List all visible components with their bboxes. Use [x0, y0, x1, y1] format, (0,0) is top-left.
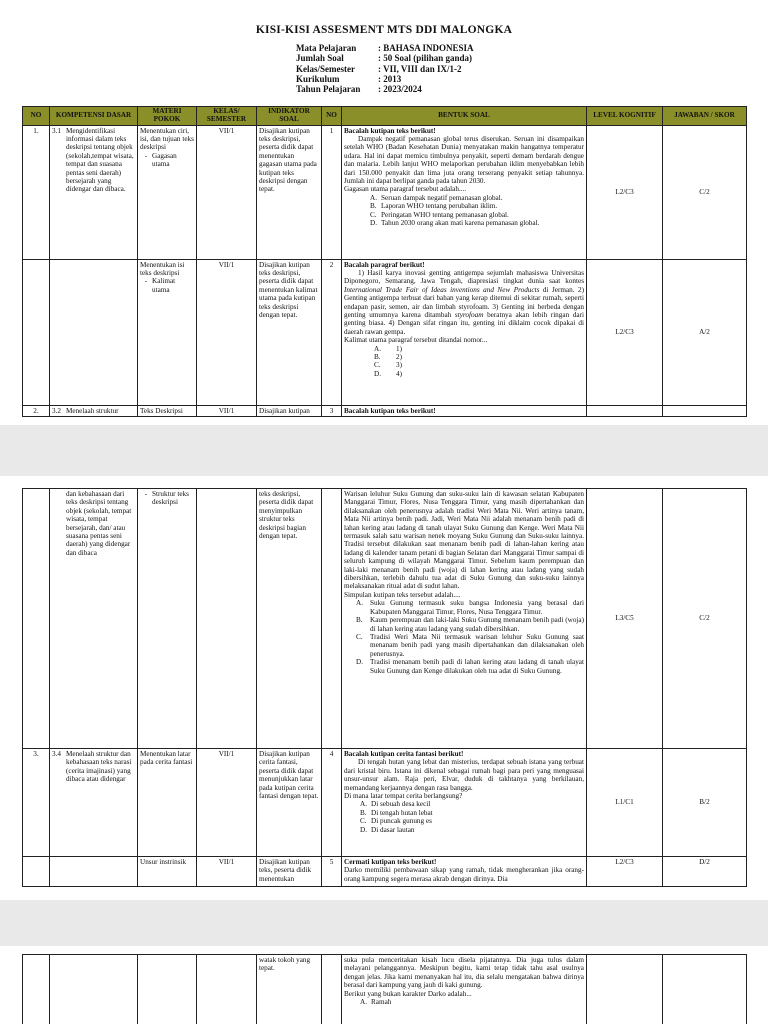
- answer-options: [344, 194, 584, 228]
- option: A. 1): [374, 344, 402, 353]
- kelas-cell: [197, 955, 257, 1024]
- header-bentuk: BENTUK SOAL: [342, 107, 587, 126]
- indikator-cell: Disajikan kutipan cerita fantasi, peserta didik dapat menunjukkan latar pada kutipan cerita fantasi dengan tepat.: [257, 749, 322, 857]
- level-cell: [587, 405, 663, 416]
- jawaban-cell: B/2: [663, 749, 747, 857]
- option: B. Kaum perempuan dan laki-laki Suku Gunung menanam benih padi (woja) di lahan kering atau ladang yang sudah dibersihkan.: [356, 616, 584, 633]
- jawaban-cell: D/2: [663, 857, 747, 887]
- kd-cell: 3.1 Mengidentifikasi informasi dalam teks deskripsi tentang objek (sekolah,tempat wisata, tempat dan suasana pentas seni daerah) bersejarah yang didengar dan dibaca.: [50, 125, 138, 259]
- option: D. Tradisi menanam benih padi di lahan kering atau ladang di tanah ulayat Suku Gunung dan Kenge dilakukan oleh tua adat di Suku Gunung.: [356, 658, 584, 675]
- bentuk-soal-cell: Warisan leluhur Suku Gunung dan suku-suku lain di kawasan selatan Kabupaten Manggarai Timur, Flores, Nusa Tenggara Timur, yang masih dipertahankan dan dilaksanakan oleh penerusnya adalah tradisi Weri Mata Nii. Weri artinya tanam, Mata Nii artinya benih padi. Jadi, Weri Mata Nii adalah menanam benih padi di lahan kering atau ladang di tanah ulayat Suku Gunung dan Kenge. Weri Mata Nii termasuk salah satu warisan nenek moyang Suku Gunung dan Suku-suku lainnya. Tradisi tersebut dilakukan saat menanam benih padi di lahan-lahan kering atau ladang di kalender tanam petani di bagian Selatan dari Manggarai Timur sampai di seluruh kampung di wilayah Manggarai Timur. Sebelum kaum perempuan dan laki-laki menanam benih padi (woja) di lahan kering atau ladang yang sudah dibersihkan, terlebih dahulu tua adat di Suku Gunung dan suku-suku lainnya melaksanakan ritual adat di sudut lahan. Simpulan kutipan teks tersebut adalah.... A. Suku Gunung termasuk suku bangsa Indonesia yang berasal dari Kabupaten Manggarai Timur, Flores, Nusa Tenggara Timur. B. Kaum perempuan dan laki-laki Suku Gunung menanam benih padi (woja) di lahan kering atau ladang yang sudah dibersihkan. C. Tradisi Weri Mata Nii termasuk warisan leluhur Suku Gunung saat menanam benih padi yang masih dipertahankan dan dilaksanakan oleh penerusnya. D. Tradisi menanam benih padi di lahan kering atau ladang di tanah ulayat Suku Gunung dan Kenge dilakukan oleh tua adat di Suku Gunung.: [342, 489, 587, 749]
- kd-cell: [50, 955, 138, 1024]
- option: C. Di puncak gunung es: [360, 817, 432, 826]
- option: D. Tahun 2030 orang akan mati karena pemanasan global.: [370, 219, 540, 228]
- materi-cell: Menentukan latar pada cerita fantasi: [138, 749, 197, 857]
- meta-row: Kelas/Semester : VII, VIII dan IX/1-2: [296, 63, 462, 74]
- kisi-table-page-3: [22, 954, 747, 1024]
- soal-number: [322, 489, 342, 749]
- bentuk-soal-cell: Bacalah kutipan cerita fantasi berikut! Di tengah hutan yang lebat dan misterius, terdapat sebuah istana yang terbuat dari kristal biru. Istana ini dikenal sebagai rumah bagi para peri yang menguasai unsur-unsur alam. Raja peri, Elvar, duduk di takhtanya yang berkilauan, memandang kerjaannya dengan rasa bangga. Di mana latar tempat cerita berlangsung? A. Di sebuah desa kecil B. Di tengah hutan lebat C. Di puncak gunung es D. Di dasar lautan: [342, 749, 587, 857]
- header-level: LEVEL KOGNITIF: [587, 107, 663, 126]
- row-number: [23, 489, 50, 749]
- option: C. Tradisi Weri Mata Nii termasuk warisan leluhur Suku Gunung saat menanam benih padi yang masih dipertahankan dan dilaksanakan oleh penerusnya.: [356, 632, 584, 658]
- answer-options: [344, 800, 584, 834]
- page-2: [0, 476, 768, 900]
- kd-cell: 3.2 Menelaah struktur: [50, 405, 138, 416]
- header-no: NO: [23, 107, 50, 126]
- meta-row: Kurikulum : 2013: [296, 73, 402, 84]
- option: D. 4): [374, 369, 402, 378]
- header-kelas: KELAS/ SEMESTER: [197, 107, 257, 126]
- row-number: [23, 259, 50, 405]
- kd-cell: [50, 259, 138, 405]
- meta-row: Tahun Pelajaran : 2023/2024: [296, 84, 422, 95]
- materi-cell: [138, 955, 197, 1024]
- table-row: [23, 125, 747, 259]
- indikator-cell: Disajikan kutipan teks, peserta didik menentukan: [257, 857, 322, 887]
- header-materi: MATERI POKOK: [138, 107, 197, 126]
- materi-bullet: - Struktur teks deskripsi: [144, 490, 189, 507]
- level-cell: L2/C3: [587, 857, 663, 887]
- option: C. Peringatan WHO tentang pemanasan global.: [370, 210, 509, 219]
- kd-cell: dan kebahasaan dari teks deskripsi tentang objek (sekolah, tempat wisata, tempat bersejarah, dan/ atau suasana pentas seni daerah) yang didengar dan dibaca: [50, 489, 138, 749]
- table-row: [23, 489, 747, 749]
- kisi-table-page-2: [22, 488, 747, 887]
- materi-cell: Menentukan isi teks deskripsi - Kalimat utama: [138, 259, 197, 405]
- soal-number: 3: [322, 405, 342, 416]
- answer-options: [344, 599, 584, 675]
- indikator-cell: Disajikan kutipan teks deskripsi, peserta didik dapat menentukan kalimat utama pada kutipan teks deskripsi dengan tepat.: [257, 259, 322, 405]
- row-number: 3.: [23, 749, 50, 857]
- option: A. Ramah: [360, 998, 392, 1007]
- option: A. Suku Gunung termasuk suku bangsa Indonesia yang berasal dari Kabupaten Manggarai Timur, Flores, Nusa Tenggara Timur.: [356, 599, 584, 616]
- header-no-soal: NO: [322, 107, 342, 126]
- materi-cell: Unsur instrinsik: [138, 857, 197, 887]
- materi-cell: Menentukan ciri, isi, dan tujuan teks deskripsi - Gagasan utama: [138, 125, 197, 259]
- bentuk-soal-cell: Cermati kutipan teks berikut! Darko memiliki pembawaan sikap yang ramah, tidak mengherankan jika orang-orang kampung segera merasa akrab dengan dirinya. Dia: [342, 857, 587, 887]
- bentuk-soal-cell: Bacalah paragraf berikut! 1) Hasil karya inovasi genting antigempa sejumlah mahasiswa Universitas Diponegoro, Semarang, Jawa Tengah, diapresiasi tingkat dunia saat kontes International Trade Fair of Ideas inventions and New Products di Jerman. 2) Genting antigempa terbuat dari bahan yang kerap ditemui di sekitar rumah, seperti endapan pasir, semen, air dan limbah styrofoam. 3) Genting ini berbeda dengan genting umumnya karena ditambah styrofoam beratnya akan lebih ringan dari genting biasa. 4) Dengan sifat ringan itu, genting ini diklaim cocok dipakai di daerah rawan gempa. Kalimat utama paragraf tersebut ditandai nomor... A. 1) B. 2) C. 3) D. 4): [342, 259, 587, 405]
- soal-number: 5: [322, 857, 342, 887]
- level-cell: L2/C3: [587, 125, 663, 259]
- table-row: [23, 955, 747, 1024]
- kelas-cell: VII/1: [197, 857, 257, 887]
- page-1: [0, 0, 768, 425]
- level-cell: [587, 955, 663, 1024]
- soal-number: [322, 955, 342, 1024]
- materi-bullet: - Gagasan utama: [144, 151, 177, 169]
- soal-number: 4: [322, 749, 342, 857]
- row-number: [23, 857, 50, 887]
- table-header-row: [23, 107, 747, 126]
- jawaban-cell: A/2: [663, 259, 747, 405]
- materi-cell: Teks Deskripsi: [138, 405, 197, 416]
- table-row: [23, 405, 747, 416]
- indikator-cell: Disajikan kutipan: [257, 405, 322, 416]
- header-indikator: INDIKATOR SOAL: [257, 107, 322, 126]
- jawaban-cell: [663, 405, 747, 416]
- kd-cell: [50, 857, 138, 887]
- option: C. 3): [374, 361, 402, 370]
- option: A. Seruan dampak negatif pemanasan global.: [370, 193, 503, 202]
- kelas-cell: VII/1: [197, 749, 257, 857]
- jawaban-cell: C/2: [663, 489, 747, 749]
- table-row: [23, 749, 747, 857]
- level-cell: L1/C1: [587, 749, 663, 857]
- row-number: 2.: [23, 405, 50, 416]
- option: B. 2): [374, 353, 402, 362]
- kd-cell: 3.4 Menelaah struktur dan kebahasaan teks narasi (cerita imajinasi) yang dibaca atau didengar: [50, 749, 138, 857]
- header-jawaban: JAWABAN / SKOR: [663, 107, 747, 126]
- materi-bullet: - Kalimat utama: [144, 277, 176, 294]
- page-3: [0, 946, 768, 1024]
- jawaban-cell: [663, 955, 747, 1024]
- bentuk-soal-cell: Bacalah kutipan teks berikut!: [342, 405, 587, 416]
- bentuk-soal-cell: Bacalah kutipan teks berikut! Dampak negatif pemanasan global terus diserukan. Seruan ini disampaikan setelah WHO (Badan Kesehatan Dunia) menyatakan makin hangatnya temperatur udara. Hal ini dapat memicu timbulnya penyakit, seperti demam berdarah dengue dan malaria. Lebih lanjut WHO melaporkan perubahan iklim menyebabkan lebih dari 150.000 penyakit dan lima juta orang terserang penyakit setiap tahunnya. Jumlah ini dapat berlipat ganda pada tahun 2030. Gagasan utama paragraf tersebut adalah.... A. Seruan dampak negatif pemanasan global. B. Laporan WHO tentang perubahan iklim. C. Peringatan WHO tentang pemanasan global. D. Tahun 2030 orang akan mati karena pemanasan global.: [342, 125, 587, 259]
- kisi-table-page-1: [22, 106, 747, 417]
- option: D. Di dasar lautan: [360, 825, 415, 834]
- kelas-cell: VII/1: [197, 259, 257, 405]
- table-row: [23, 259, 747, 405]
- meta-row: Mata Pelajaran : BAHASA INDONESIA: [296, 43, 474, 53]
- document-title: KISI-KISI ASSESMENT MTS DDI MALONGKA: [255, 24, 513, 36]
- header-kd: KOMPETENSI DASAR: [50, 107, 138, 126]
- kelas-cell: VII/1: [197, 405, 257, 416]
- answer-options: [344, 345, 584, 379]
- kelas-cell: VII/1: [197, 125, 257, 259]
- answer-options: [344, 998, 584, 1006]
- bentuk-soal-cell: suka pula menceritakan kisah lucu disela pijatannya. Dia juga tulus dalam melayani pelanggannya. Meskipun begitu, kami tetap tidak tahu asal usulnya dengan jelas. Jika kami menanyakan hal itu, dia selalu mengatakan bahwa dirinya berasal dari kampung yang jauh di kaki gunung. Berikut yang bukan karakter Darko adalah... A. Ramah: [342, 955, 587, 1024]
- level-cell: L2/C3: [587, 259, 663, 405]
- indikator-cell: teks deskripsi, peserta didik dapat menyimpulkan struktur teks deskripsi bagian dengan tepat.: [257, 489, 322, 749]
- kelas-cell: [197, 489, 257, 749]
- option: B. Di tengah hutan lebat: [360, 808, 433, 817]
- soal-number: 2: [322, 259, 342, 405]
- level-cell: L3/C5: [587, 489, 663, 749]
- meta-row: Jumlah Soal : 50 Soal (pilihan ganda): [296, 53, 473, 64]
- table-row: [23, 857, 747, 887]
- document-meta: [296, 43, 474, 94]
- row-number: 1.: [23, 125, 50, 259]
- materi-cell: [138, 489, 197, 749]
- soal-number: 1: [322, 125, 342, 259]
- option: B. Laporan WHO tentang perubahan iklim.: [370, 202, 498, 211]
- option: A. Di sebuah desa kecil: [360, 800, 431, 809]
- indikator-cell: Disajikan kutipan teks deskripsi, peserta didik dapat menentukan gagasan utama pada kutipan teks deskripsi dengan tepat.: [257, 125, 322, 259]
- indikator-cell: watak tokoh yang tepat.: [257, 955, 322, 1024]
- jawaban-cell: C/2: [663, 125, 747, 259]
- row-number: [23, 955, 50, 1024]
